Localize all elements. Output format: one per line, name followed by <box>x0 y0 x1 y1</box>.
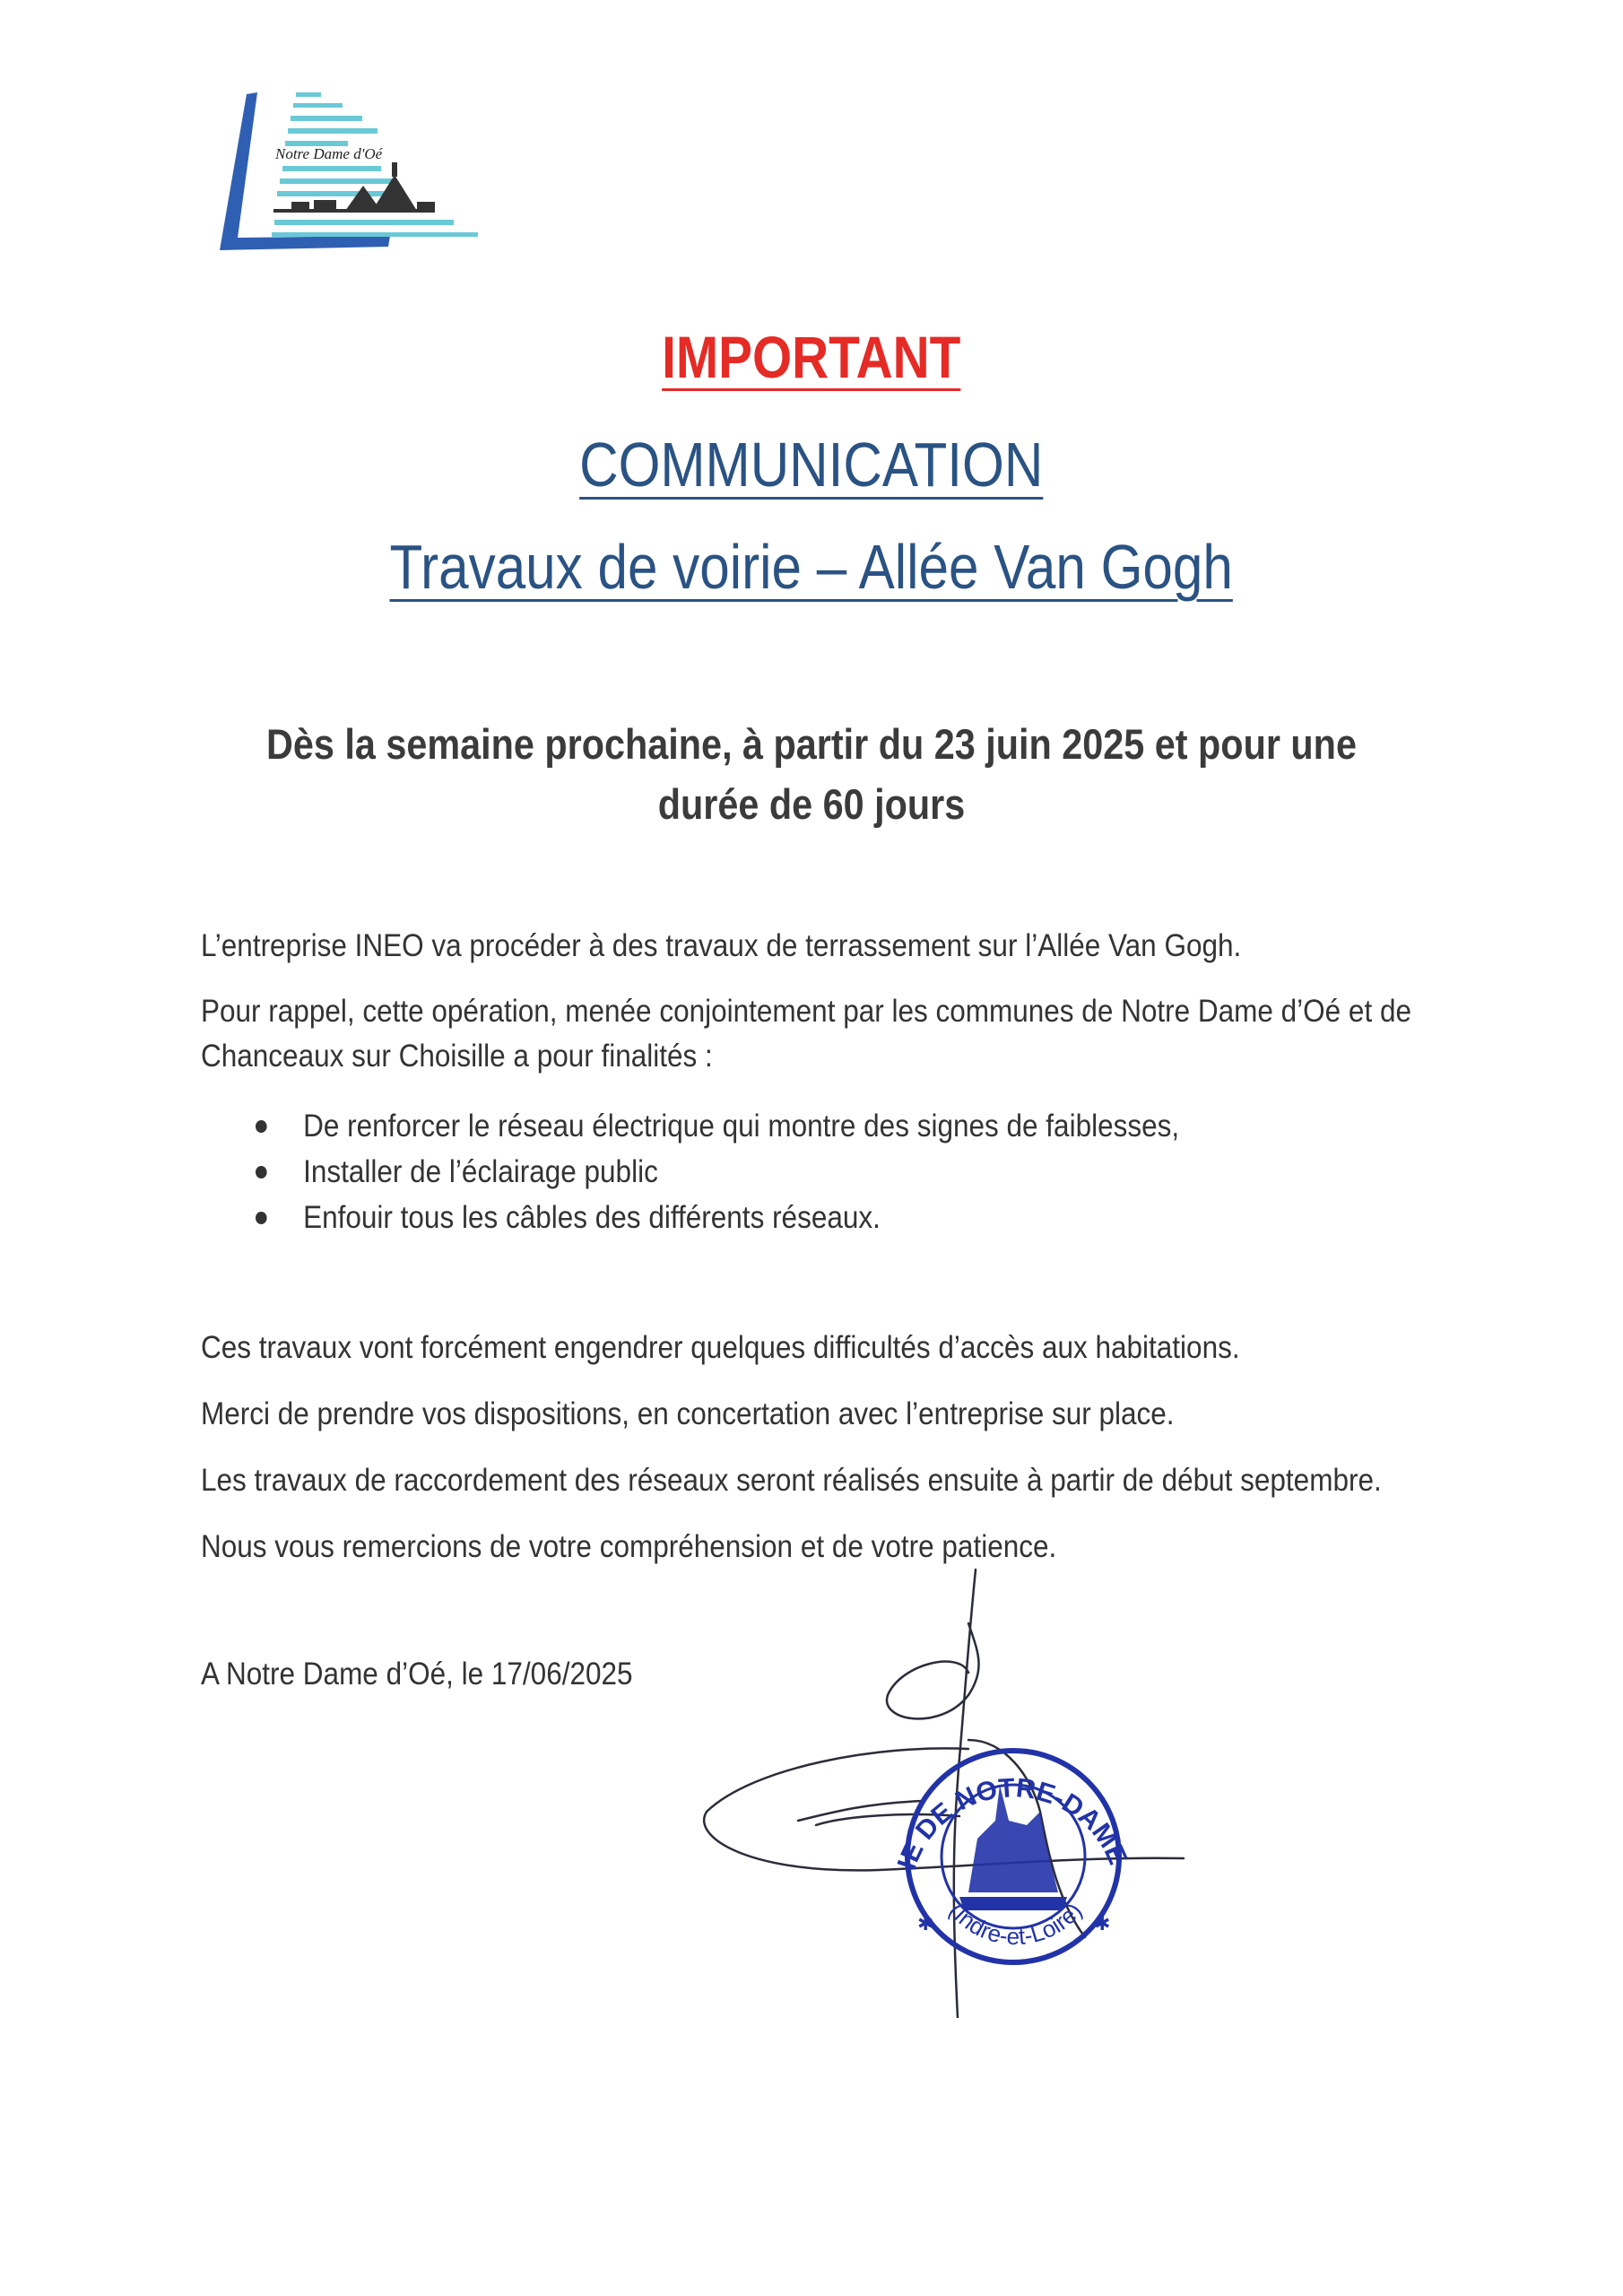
paragraph-rappel-line-2: Chanceaux sur Choisille a pour finalités : <box>201 1039 713 1074</box>
official-stamp <box>699 1516 1133 1962</box>
list-item-text: Installer de l’éclairage public <box>303 1154 658 1189</box>
list-item <box>256 1103 1179 1149</box>
signature-and-stamp <box>699 1516 1202 2018</box>
paragraph-remerciements: Nous vous remercions de votre compréhension et de votre patience. <box>201 1529 1057 1564</box>
lead-line-2: durée de 60 jours <box>657 780 966 828</box>
stamp-bottom-text: (Indre-et-Loire) <box>943 1897 1088 1951</box>
paragraph-raccordement: Les travaux de raccordement des réseaux seront réalisés ensuite à partir de début septembre. <box>201 1463 1382 1498</box>
finalites-list <box>256 1103 1179 1240</box>
commune-logo <box>211 85 511 278</box>
svg-text:MAIRIE DE NOTRE-DAME-D'OE <box>699 1516 1133 1874</box>
page-title <box>0 531 1623 603</box>
paragraph-rappel-line-1: Pour rappel, cette opération, menée conjointement par les communes de Notre Dame d’Oé et de <box>201 994 1411 1029</box>
bullet-icon <box>256 1120 267 1133</box>
paragraph-dispositions: Merci de prendre vos dispositions, en concertation avec l’entreprise sur place. <box>201 1396 1175 1431</box>
svg-text:✱: ✱ <box>917 1913 934 1935</box>
communication-heading <box>0 429 1623 500</box>
signoff-date-place: A Notre Dame d’Oé, le 17/06/2025 <box>201 1657 633 1692</box>
list-item <box>256 1195 1179 1240</box>
stamp-top-text: IE DE NOTRE-DAME <box>891 1773 1133 1874</box>
lead-paragraph <box>179 714 1444 834</box>
important-heading-text: IMPORTANT <box>662 324 961 390</box>
list-item-text: Enfouir tous les câbles des différents réseaux. <box>303 1200 881 1235</box>
communication-heading-text: COMMUNICATION <box>579 430 1044 500</box>
svg-text:✱: ✱ <box>1094 1913 1111 1935</box>
paragraph-difficultes: Ces travaux vont forcément engendrer quelques difficultés d’accès aux habitations. <box>201 1330 1240 1365</box>
logo-text: Notre Dame d'Oé <box>275 145 383 162</box>
lead-line-1: Dès la semaine prochaine, à partir du 23 juin 2025 et pour une <box>266 720 1357 768</box>
bullet-icon <box>256 1212 267 1224</box>
bullet-icon <box>256 1166 267 1178</box>
list-item <box>256 1149 1179 1195</box>
list-item-text: De renforcer le réseau électrique qui montre des signes de faiblesses, <box>303 1109 1180 1144</box>
page-title-text: Travaux de voirie – Allée Van Gogh <box>389 532 1234 602</box>
paragraph-ineo: L’entreprise INEO va procéder à des travaux de terrassement sur l’Allée Van Gogh. <box>201 928 1242 963</box>
important-heading <box>0 323 1623 391</box>
